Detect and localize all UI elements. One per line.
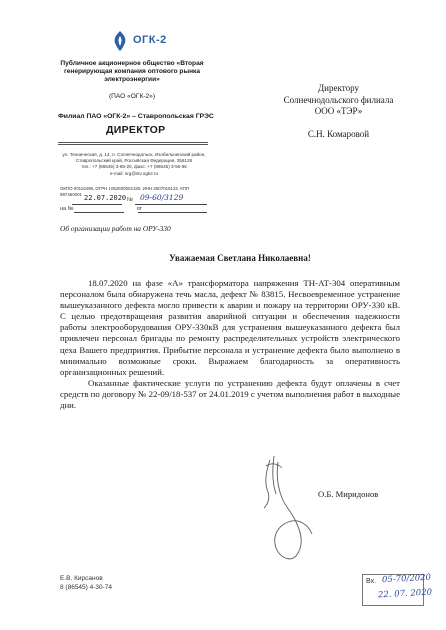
ref-date-label: от [136,206,143,212]
address-line: Ставропольский край, Российская Федерация, 356128 [75,158,193,164]
addressee-name: С.Н. Комаровой [307,129,370,139]
org-name: Публичное акционерное общество «Вторая генерирующая компания оптового рынка электроэнергии» [60,60,204,84]
greeting: Уважаемая Светлана Николаевна! [169,253,311,263]
letter-number: 09-60/3129 [140,193,184,202]
executor-name: Е.В. Кирсанов [60,575,103,582]
signer-name: О.Б. Миридонов [318,489,379,499]
registration-codes: ОКПО 00116498, ОГРН 1052600002180, ИНН 2607018122, КПП 997450001 [60,186,190,197]
letter-date: 22.07.2020 [84,194,127,202]
incoming-number: 05-70/2020 [381,572,432,586]
number-underline [135,204,207,205]
divider [58,144,208,145]
letter-subject: Об организации работ на ОРУ-330 [60,224,171,233]
body-paragraph: 18.07.2020 на фазе «А» трансформатора напряжения ТН-АТ-304 оперативным персоналом была обнаружена течь масла, дефект № 83815. Несвоевременное устранение вышеуказанного дефекта могло привести к аварии и пожару на территории ОРУ-330 кВ. С целью предотвращения развития аварийной ситуации и обеспечения надежности работы электрооборудования ОРУ-330кВ для устранения вышеуказанного дефекта был привлечен персонал бригады по ремонту распределительных устройств электрического цеха Вашего предприятия. Прибытие персонала и устранение дефекта было выполнено в минимально возможные сроки. Выражаем благодарность за оперативность организационных решений. [60,278,400,377]
ref-number-underline [74,212,124,213]
letter-body [60,278,400,411]
incoming-date: 22. 07. 2020 [377,587,433,601]
addressee-line: Солнечнодольского филиала [283,94,394,105]
address-line: ул. Техническая, д. 14, п. Солнечнодольск, Изобильненский район, [62,152,206,157]
executor-phone: 8 (86545) 4-30-74 [60,583,113,591]
divider [58,142,208,143]
phone-line: тел.: +7 (86545) 3-85-20, факс: +7 (86545) 3-56-66 [81,164,187,170]
number-label: № [127,197,133,203]
executor-block [60,575,112,592]
incoming-label: Вх. [366,578,377,585]
body-paragraph: Оказанные фактические услуги по устранению дефекта будут оплачены в счет средств по договору № 22-09/18-537 от 24.01.2019 с учетом выполнения работ в выходные дни. [60,377,400,411]
flame-logo-icon [107,30,133,54]
addressee-block [276,83,401,118]
ref-number-label: на № [60,206,74,212]
org-short-name: (ПАО «ОГК-2») [108,93,156,100]
letterhead-title: ДИРЕКТОР [106,124,166,136]
address-block [60,152,208,177]
addressee-line: ООО «ТЭР» [314,106,363,116]
addressee-line: Директору [318,83,359,93]
handwritten-signature [252,452,322,562]
logo-text: ОГК-2 [133,34,167,46]
branch-name: Филиал ПАО «ОГК-2» – Ставропольская ГРЭС [58,113,214,120]
date-underline [72,204,122,205]
ref-date-underline [138,212,207,213]
email-line: e-mail: srg@stv.ogk2.ru [109,170,159,176]
